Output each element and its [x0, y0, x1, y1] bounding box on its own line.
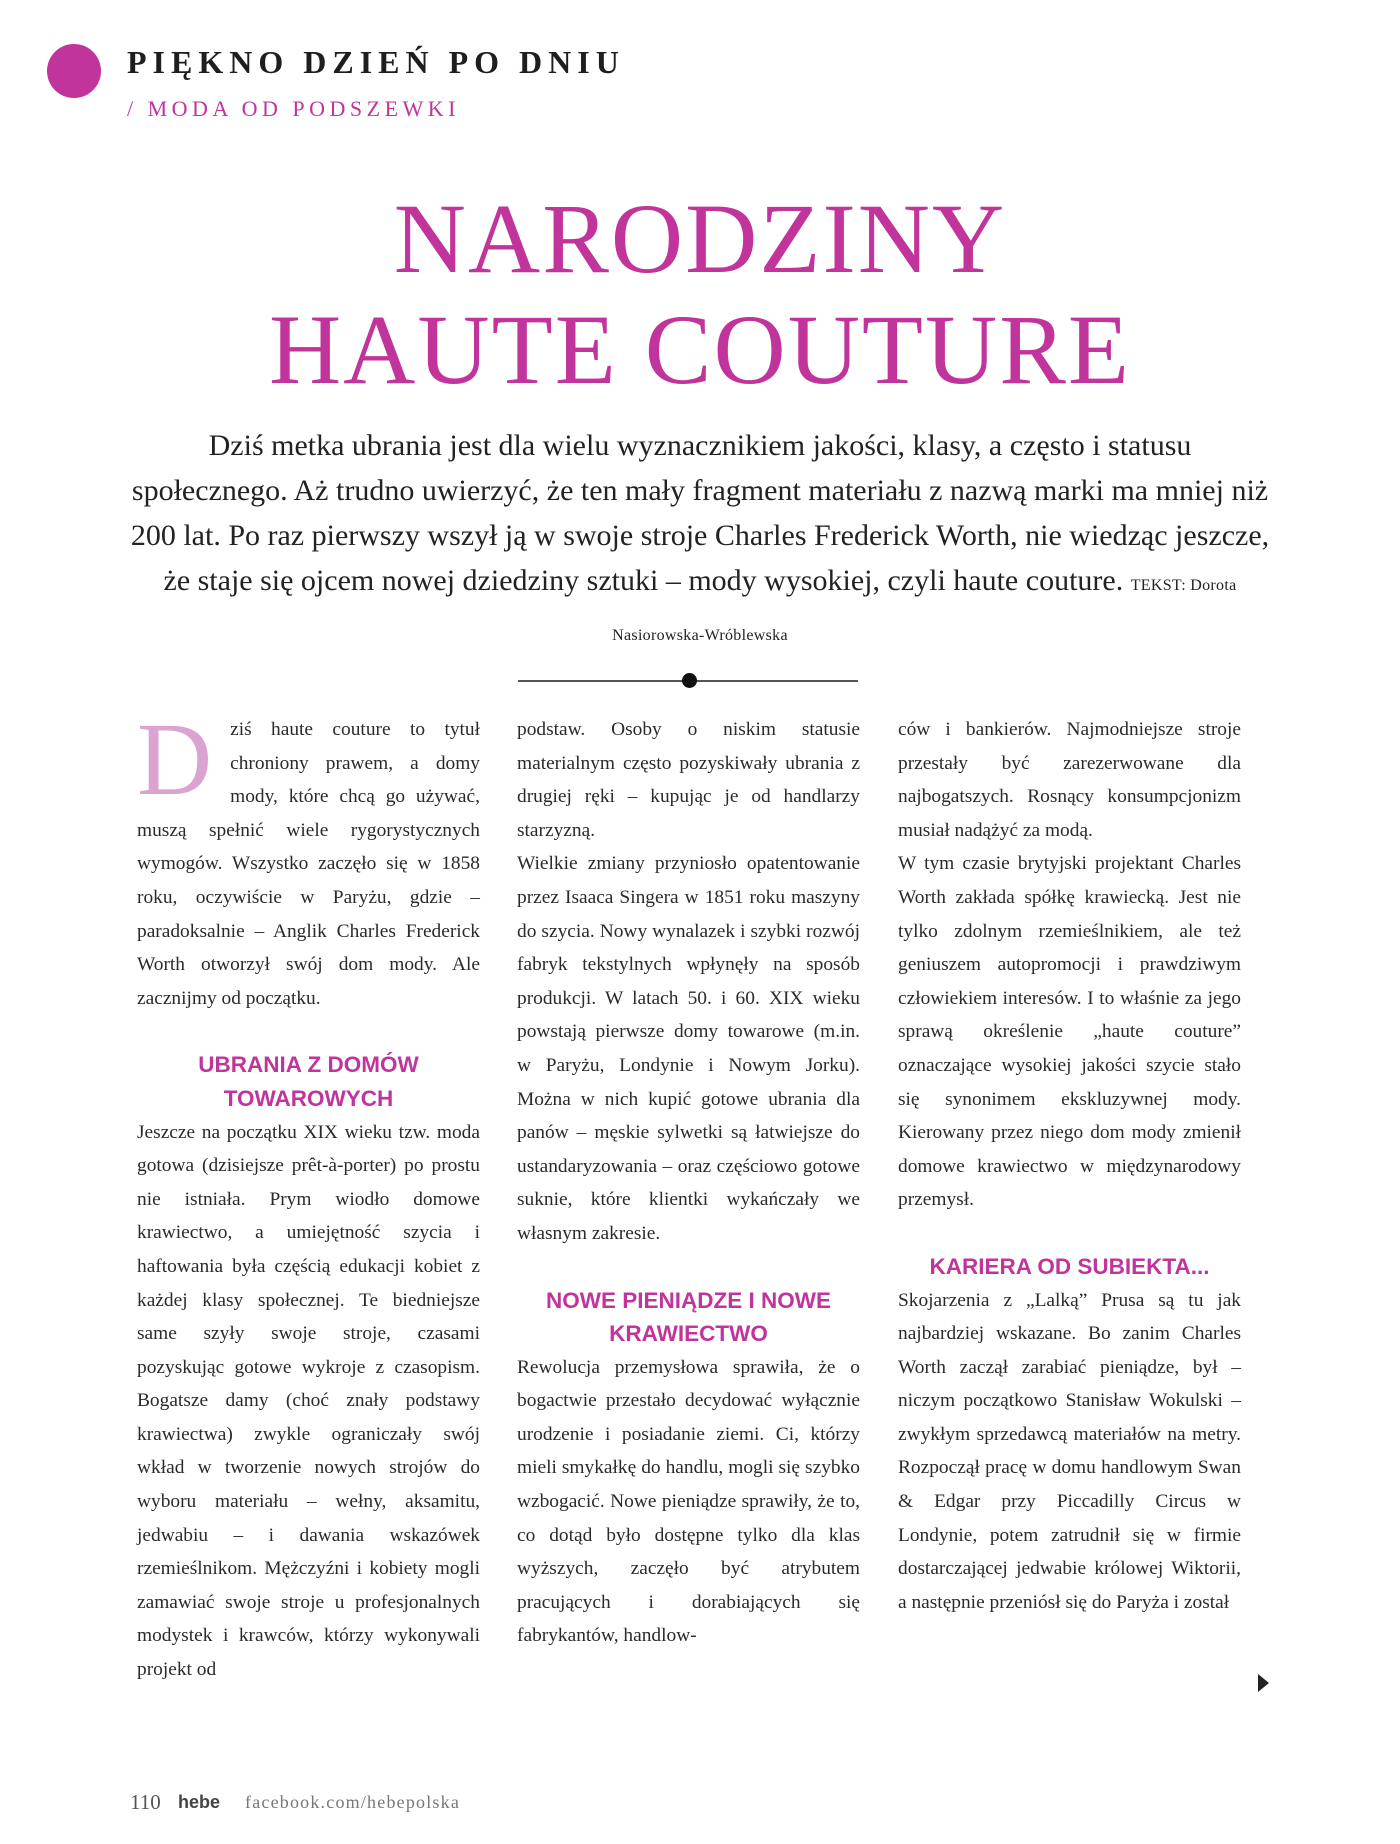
- body-paragraph: Rewolucja przemysłowa sprawiła, że o bogactwie przestało decydować wyłącznie urodzenie i posiadanie ziemi. Ci, którzy mieli smykałkę do handlu, mogli się szybko wzbogacić. Nowe pieniądze sprawiły, że to, co dotąd było dostępne tylko dla klas wyższych, zaczęło być atrybutem pracujących i dorabiających się fabrykantów, handlow-: [517, 1356, 860, 1647]
- section-dot-icon: [47, 44, 101, 98]
- author-credit: TEKST: Dorota Nasiorowska-Wróblewska: [612, 577, 1237, 644]
- lead-text: Dziś metka ubrania jest dla wielu wyznacznikiem jakości, klasy, a często i statusu społecznego. Aż trudno uwierzyć, że ten mały fragment materiału z nazwą marki ma mniej niż 200 lat. Po raz pierwszy wszył ją w swoje stroje Charles Frederick Worth, nie wiedząc jeszcze, że staje się ojcem nowej dziedziny sztuki – mody wysokiej, czyli haute couture.: [130, 429, 1270, 597]
- continue-arrow-icon: [1258, 1674, 1269, 1692]
- brand-logo: hebe: [178, 1792, 221, 1812]
- body-paragraph: ców i bankierów. Najmodniejsze stroje przestały być zarezerwowane dla najbogatszych. Rosnący konsumpcjonizm musiał nadążyć za modą.: [898, 719, 1241, 841]
- page-number: 110: [130, 1790, 161, 1814]
- article-title-line1: NARODZINY: [393, 183, 1007, 294]
- body-paragraph: W tym czasie brytyjski projektant Charles Worth zakłada spółkę krawiecką. Jest nie tylko zdolnym rzemieślnikiem, ale też geniuszem autopromocji i prawdziwym człowiekiem interesów. I to właśnie za jego sprawą określenie „haute couture” oznaczające wysokiej jakości szycie stało się synonimem ekskluzywnej mody. Kierowany przez niego dom mody zmienił domowe krawiectwo w międzynarodowy przemysł.: [898, 853, 1241, 1211]
- section-title: PIĘKNO DZIEŃ PO DNIU: [127, 44, 625, 80]
- body-paragraph: Jeszcze na początku XIX wieku tzw. moda gotowa (dzisiejsze prêt-à-porter) po prostu nie istniała. Prym wiodło domowe krawiectwo, a umiejętność szycia i haftowania była częścią edukacji kobiet z każdej klasy społecznej. Te biedniejsze same szyły swoje stroje, czasami pozyskując gotowe wykroje z czasopism. Bogatsze damy (choć znały podstawy krawiectwa) zwykle ograniczały swój wkład w tworzenie nowych strojów do wyboru materiału – wełny, aksamitu, jedwabiu – i dawania wskazówek rzemieślnikom. Mężczyźni i kobiety mogli zamawiać swoje stroje u profesjonalnych modystek i krawców, którzy wykonywali projekt od: [137, 1121, 480, 1681]
- article-column-2: [517, 713, 860, 1653]
- body-paragraph: podstaw. Osoby o niskim statusie materialnym często pozyskiwały ubrania z drugiej ręki – kupując je od handlarzy starzyzną.: [517, 719, 860, 841]
- article-column-3: [898, 713, 1241, 1619]
- subheading-ubrania: UBRANIA Z DOMÓW TOWAROWYCH: [198, 1052, 419, 1111]
- subheading-nowe-pieniadze: NOWE PIENIĄDZE I NOWE KRAWIECTWO: [545, 1287, 831, 1347]
- lead-paragraph: [130, 423, 1270, 658]
- article-column-1: [137, 702, 480, 1687]
- body-paragraph: Wielkie zmiany przyniosło opatentowanie przez Isaaca Singera w 1851 roku maszyny do szycia. Nowy wynalazek i szybki rozwój fabryk tekstylnych wpłynęły na sposób produkcji. W latach 50. i 60. XIX wieku powstają pierwsze domy towarowe (m.in. w Paryżu, Londynie i Nowym Jorku). Można w nich kupić gotowe ubrania dla panów – męskie sylwetki są łatwiejsze do ustandaryzowania – oraz częściowo gotowe suknie, które klientki wykańczały we własnym zakresie.: [517, 853, 860, 1244]
- social-link: facebook.com/hebepolska: [245, 1792, 461, 1812]
- divider-dot-icon: [682, 673, 697, 688]
- article-title-line2: HAUTE COUTURE: [268, 294, 1132, 405]
- intro-paragraph: ziś haute couture to tytuł chroniony prawem, a domy mody, które chcą go używać, muszą spełnić wiele rygorystycznych wymogów. Wszystko zaczęło się w 1858 roku, oczywiście w Paryżu, gdzie – paradoksalnie – Anglik Charles Frederick Worth otworzył swój dom mody. Ale zacznijmy od początku.: [137, 719, 480, 1009]
- subsection-title: / MODA OD PODSZEWKI: [127, 96, 460, 121]
- drop-cap: D: [137, 702, 213, 817]
- body-paragraph: Skojarzenia z „Lalką” Prusa są tu jak najbardziej wskazane. Bo zanim Charles Worth zaczął zarabiać pieniądze, był – niczym początkowo Stanisław Wokulski – zwykłym sprzedawcą materiałów na metry. Rozpoczął pracę w domu handlowym Swan & Edgar przy Piccadilly Circus w Londynie, potem zatrudnił się w firmie dostarczającej jedwabie królowej Wiktorii, a następnie przeniósł się do Paryża i został: [898, 1289, 1241, 1613]
- subheading-kariera: KARIERA OD SUBIEKTA...: [929, 1253, 1210, 1279]
